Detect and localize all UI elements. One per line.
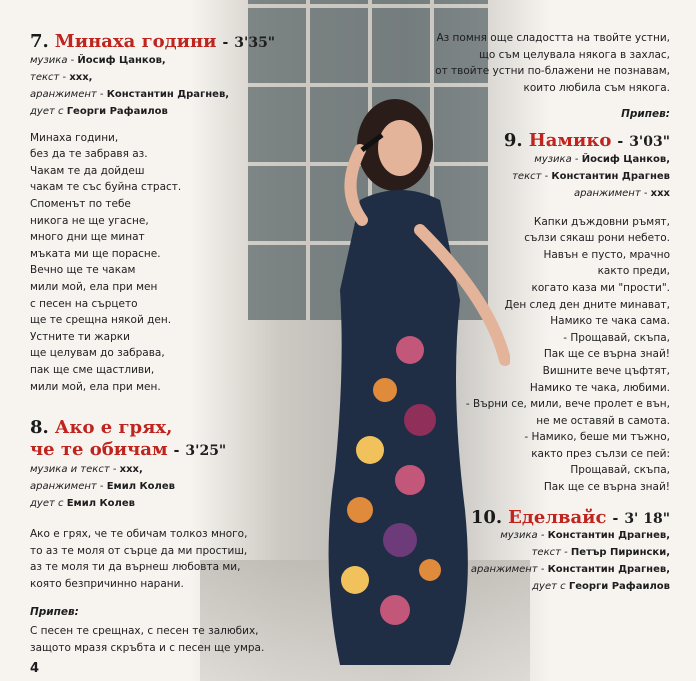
lyric-line: от твойте устни по-блажени не познавам, [435, 65, 670, 78]
song9-title: Намико [528, 129, 612, 151]
lyric-line: Намико те чака, любими. [529, 381, 670, 394]
lyric-line: Устните ти жарки [30, 330, 130, 343]
lyric-line: Минаха години, [30, 131, 119, 144]
lyric-line: Пак ще се върна знай! [543, 481, 670, 494]
lyric-line: пак ще сме щастливи, [30, 363, 155, 376]
song9-credits [380, 151, 670, 202]
song10-title: Еделвайс [508, 506, 607, 528]
lyric-line: Вишните вече цъфтят, [542, 364, 670, 377]
lyric-line: Навън е пусто, мрачно [543, 248, 670, 261]
right-column [380, 30, 670, 595]
lyric-line: Ден след ден дните минават, [504, 298, 670, 311]
page-number: 4 [30, 661, 40, 676]
lyric-line: Споменът по тебе [30, 197, 131, 210]
song9-heading: 9. Намико - 3'03" [503, 129, 670, 151]
lyric-line: Прощавай, скъпа, [570, 464, 670, 477]
song7-duration: 3'35" [234, 35, 276, 51]
lyric-line: която безпричинно нарани. [30, 577, 184, 590]
lyric-line: много дни ще минат [30, 231, 145, 244]
credit-line: текст - ххх, [30, 71, 93, 83]
song8-lyrics [30, 526, 280, 592]
credit-line: дует с Емил Колев [30, 498, 135, 510]
lyric-line: сълзи сякаш рони небето. [524, 232, 670, 245]
credit-line: музика - Константин Драгнев, [500, 530, 670, 542]
lyric-line: Пак ще се върна знай! [543, 348, 670, 361]
song7-lyrics [30, 130, 280, 396]
lyric-line: никога не ще угасне, [30, 214, 149, 227]
song8-heading: 8. Ако е грях, че те обичам - 3'25" [30, 417, 227, 461]
lyric-line: мили мой, ела при мен. [30, 380, 161, 393]
song7-heading: 7. Минаха години - 3'35" [30, 31, 276, 52]
song8-duration: 3'25" [185, 443, 227, 460]
song7-number: 7. [30, 31, 49, 52]
right-refrain-label: Припев: [621, 108, 670, 121]
credit-line: музика - Йосиф Цанков, [534, 153, 670, 165]
lyric-line: Намико те чака сама. [550, 315, 670, 328]
lyric-line: - Върни се, мили, вече пролет е вън, [465, 398, 670, 411]
lyric-line: ще целувам до забрава, [30, 347, 165, 360]
credit-line: аранжимент - Константин Драгнев, [30, 88, 230, 100]
song8-refrain-label: Припев: [30, 606, 79, 619]
song8-credits [30, 461, 280, 512]
song9-duration: 3'03" [629, 133, 670, 150]
lyric-line: мъката ми ще порасне. [30, 247, 161, 260]
credit-line: дует с Георги Рафаилов [30, 105, 168, 117]
lyric-line: когато каза ми "прости". [531, 281, 670, 294]
lyric-line: както преди, [597, 265, 670, 278]
song9-number: 9. [503, 129, 523, 151]
lyric-line: що съм целувала някога в захлас, [479, 48, 670, 61]
lyric-line: не ме оставяй в самота. [536, 414, 670, 427]
lyric-line: Капки дъждовни ръмят, [533, 215, 670, 228]
lyric-line: които любила съм някога. [523, 81, 670, 94]
song10-number: 10. [470, 506, 503, 528]
lyric-line: както през сълзи се пей: [531, 447, 670, 460]
lyric-line: ще те срещна някой ден. [30, 314, 172, 327]
lyric-line: - Прощавай, скъпа, [563, 331, 670, 344]
song10-duration: 3' 18" [624, 510, 670, 527]
lyric-line: чакам те със буйна страст. [30, 181, 182, 194]
lyric-line: мили мой, ела при мен [30, 280, 158, 293]
lyric-line: Вечно ще те чакам [30, 264, 136, 277]
lyric-line: Ако е грях, че те обичам толкоз много, [30, 528, 248, 541]
lyric-line: без да те забравя аз. [30, 148, 148, 161]
credit-line: дует с Георги Рафаилов [532, 581, 670, 593]
lyric-line: защото мразя скръбта и с песен ще умра. [30, 641, 265, 654]
song8-title-line2: че те обичам [30, 439, 168, 461]
song10-credits [380, 527, 670, 595]
song7-credits [30, 52, 280, 120]
song10-heading: 10. Еделвайс - 3' 18" [470, 506, 670, 528]
credit-line: текст - Петър Пирински, [531, 547, 670, 559]
lyric-line: - Намико, беше ми тъжно, [524, 431, 670, 444]
song8-number: 8. [30, 417, 49, 439]
credit-line: музика - Йосиф Цанков, [30, 54, 166, 66]
lyric-line: Чакам те да дойдеш [30, 164, 145, 177]
lyric-line: аз те моля ти да върнеш любовта ми, [30, 561, 241, 574]
song8-continued-lyrics [380, 30, 670, 96]
lyric-line: С песен те срещнах, с песен те залюбих, [30, 625, 259, 638]
song8-title-line1: Ако е грях, [54, 417, 173, 439]
credit-line: аранжимент - Емил Колев [30, 481, 175, 493]
song7-title: Минаха години [54, 31, 217, 52]
left-column [30, 31, 280, 656]
song8-refrain [30, 623, 280, 656]
lyric-line: то аз те моля от сърце да ми простиш, [30, 544, 248, 557]
lyric-line: с песен на сърцето [30, 297, 138, 310]
credit-line: аранжимент - ххх [573, 187, 670, 199]
credit-line: текст - Константин Драгнев [512, 170, 670, 182]
song9-lyrics [380, 214, 670, 496]
lyric-line: Аз помня още сладостта на твойте устни, [436, 32, 670, 44]
credit-line: аранжимент - Константин Драгнев, [470, 564, 670, 576]
credit-line: музика и текст - ххх, [30, 464, 143, 476]
